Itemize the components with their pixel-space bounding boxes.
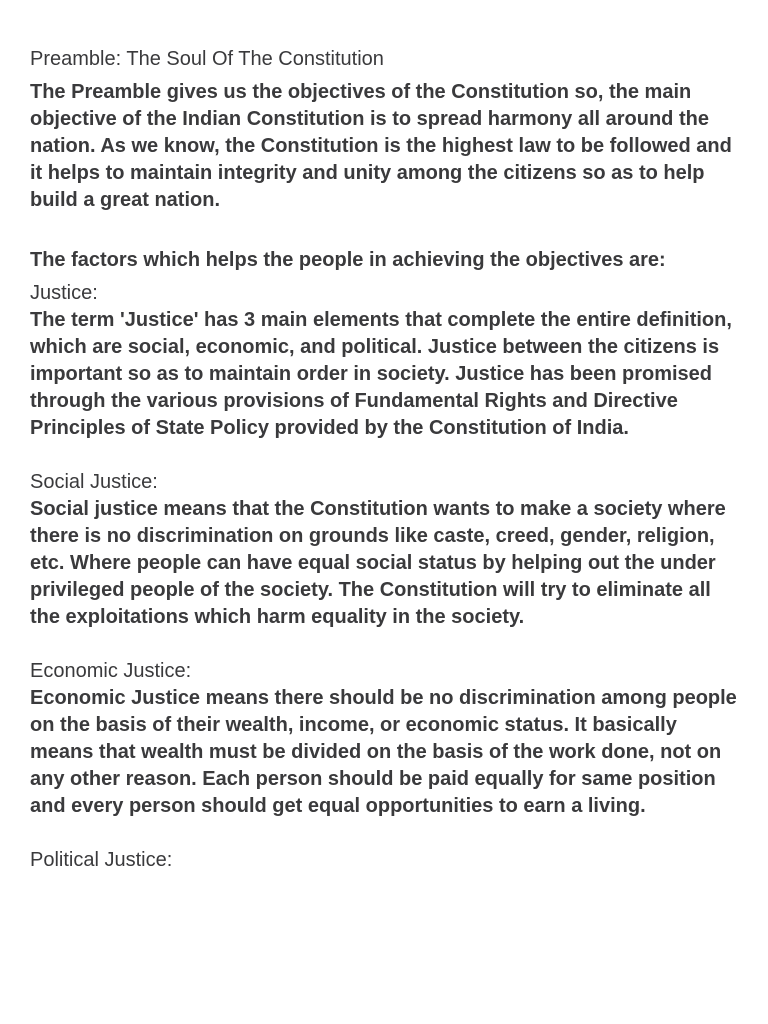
document-body	[30, 46, 742, 874]
spacer	[30, 631, 742, 658]
spacer	[30, 442, 742, 469]
section-body-justice: The term 'Justice' has 3 main elements that complete the entire definition, which are social, economic, and political. Justice between the citizens is important so as to maintain order in society. Justice has been promised through the various provisions of Fundamental Rights and Directive Principles of State Policy provided by the Constitution of India.	[30, 309, 732, 439]
section-heading-political-justice: Political Justice:	[30, 849, 173, 871]
factors-heading: The factors which helps the people in achieving the objectives are:	[30, 249, 666, 271]
spacer	[30, 820, 742, 847]
document-title: Preamble: The Soul Of The Constitution	[30, 48, 384, 70]
intro-paragraph: The Preamble gives us the objectives of the Constitution so, the main objective of the Indian Constitution is to spread harmony all around the nation. As we know, the Constitution is the highest law to be followed and it helps to maintain integrity and unity among the citizens so as to help build a great nation.	[30, 81, 732, 211]
section-heading-social-justice: Social Justice:	[30, 471, 158, 493]
section-body-economic-justice: Economic Justice means there should be no discrimination among people on the basis of their wealth, income, or economic status. It basically means that wealth must be divided on the basis of the work done, not on any other reason. Each person should be paid equally for same position and every person should get equal opportunities to earn a living.	[30, 687, 737, 817]
spacer	[30, 214, 742, 241]
section-heading-justice: Justice:	[30, 282, 98, 304]
section-heading-economic-justice: Economic Justice:	[30, 660, 192, 682]
section-body-social-justice: Social justice means that the Constitution wants to make a society where there is no discrimination on grounds like caste, creed, gender, religion, etc. Where people can have equal social status by helping out the under privileged people of the society. The Constitution will try to eliminate all the exploitations which harm equality in the society.	[30, 498, 726, 628]
